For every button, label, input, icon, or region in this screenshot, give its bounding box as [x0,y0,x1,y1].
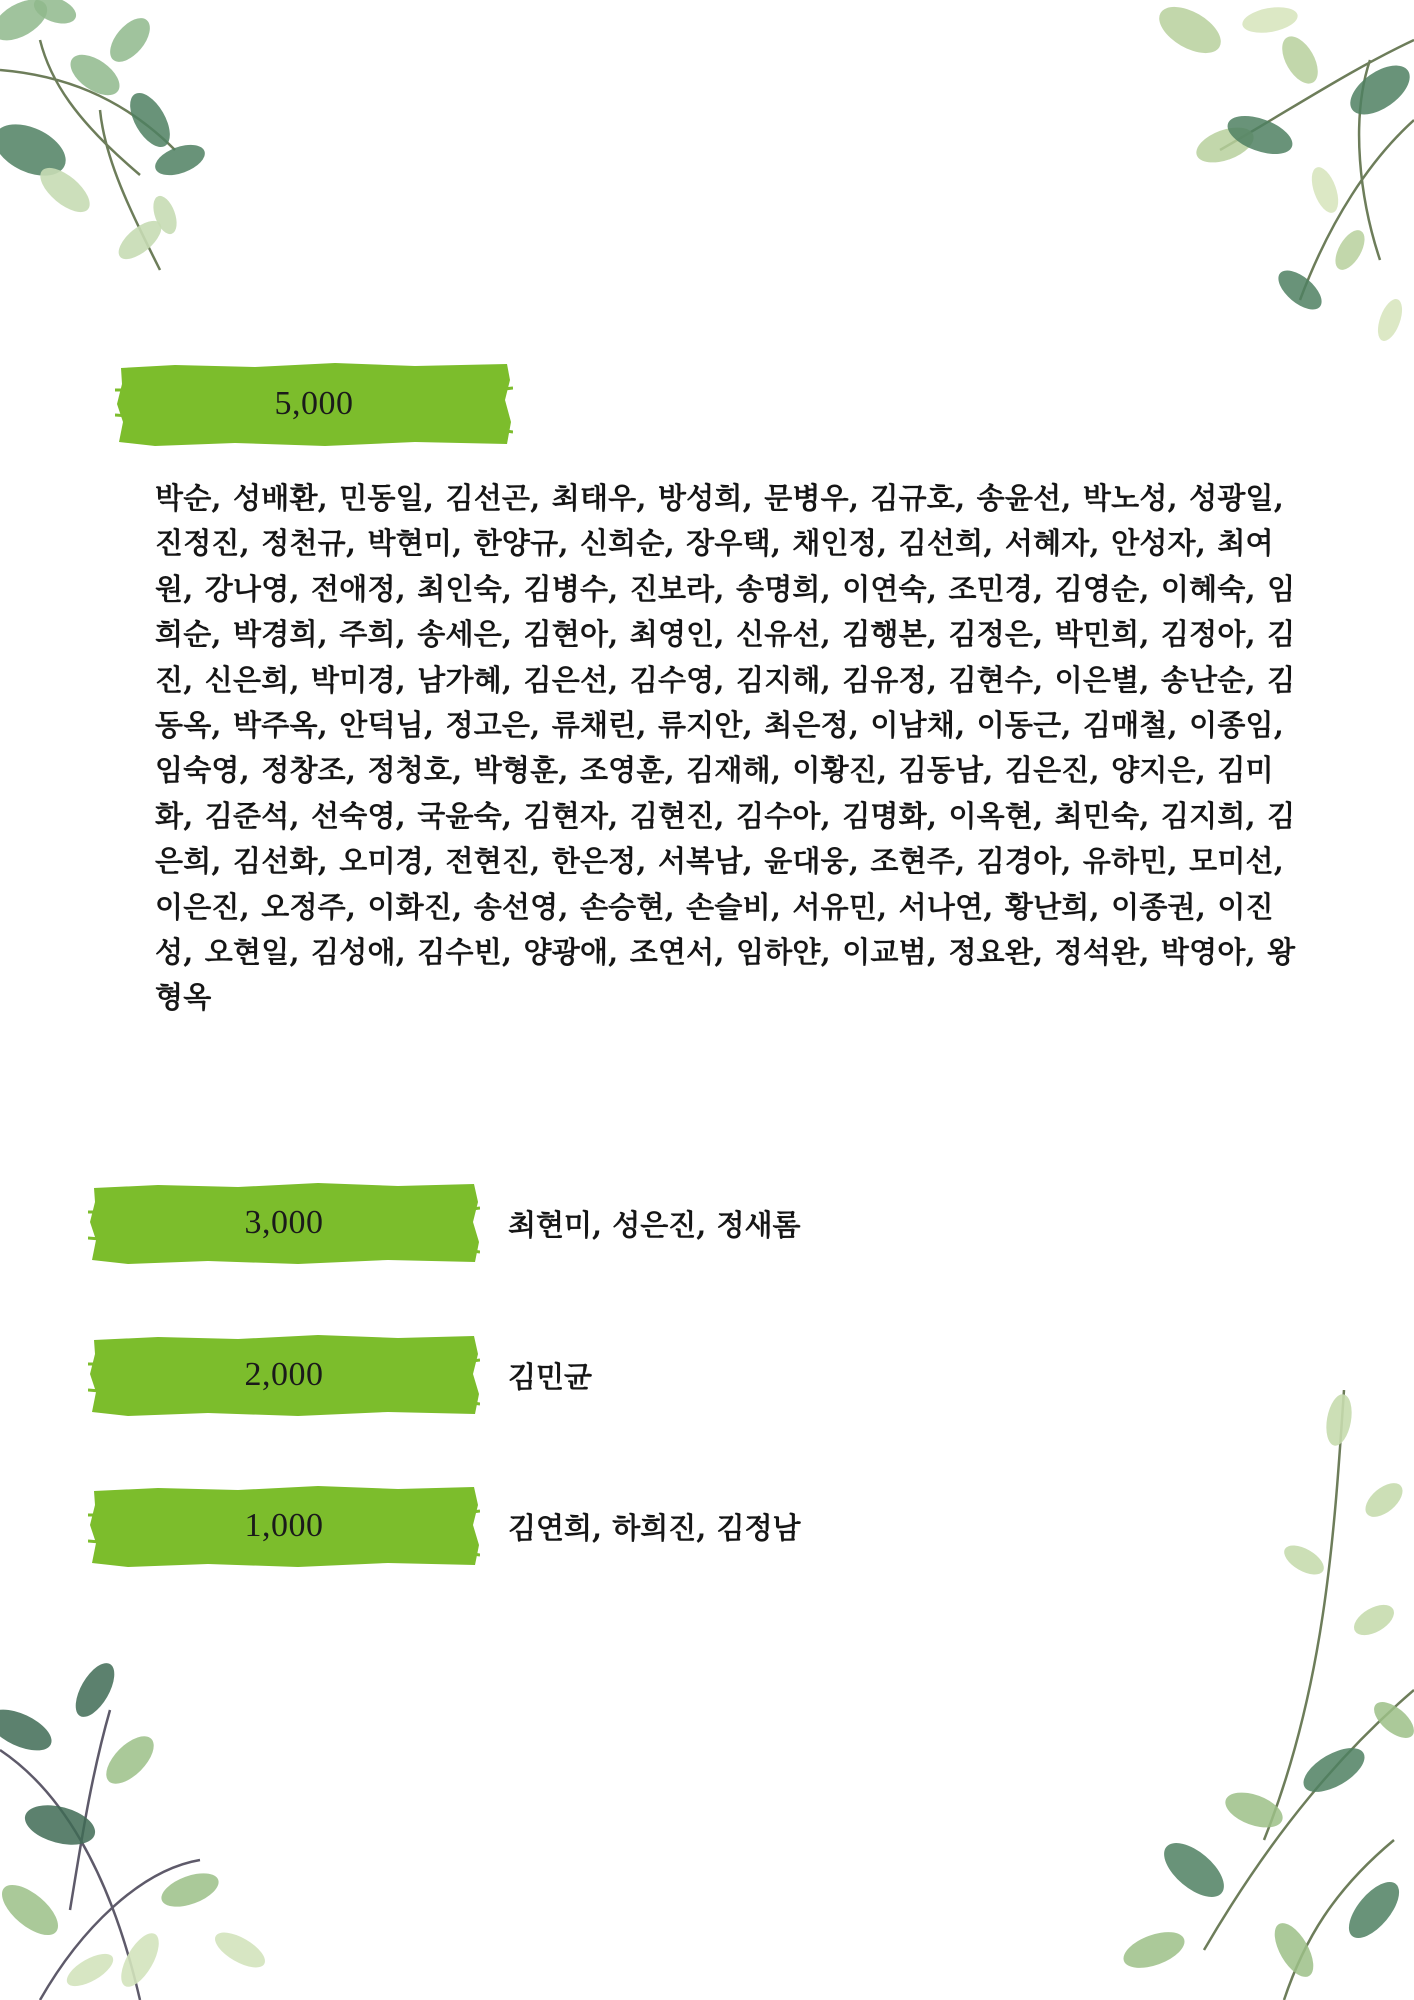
amount-label: 5,000 [274,385,354,422]
donor-names-3000: 최현미, 성은진, 정새롬 [508,1208,801,1242]
leaves-bottom-left-icon [0,1650,300,2000]
amount-badge-5000 [115,360,513,448]
amount-label: 2,000 [244,1356,324,1393]
amount-badge-2000 [88,1332,480,1418]
donor-names-1000: 김연희, 하희진, 김정남 [508,1511,801,1545]
amount-label: 1,000 [244,1507,324,1544]
amount-badge-1000 [88,1483,480,1569]
donor-names-2000: 김민균 [508,1360,593,1394]
amount-label: 3,000 [244,1204,324,1241]
donor-names-5000: 박순, 성배환, 민동일, 김선곤, 최태우, 방성희, 문병우, 김규호, 송윤선, 박노성, 성광일, 진정진, 정천규, 박현미, 한양규, 신희순, 장우택, 채인정, 김선희, 서혜자, 안성자, 최여원, 강나영, 전애정, 최인숙, 김병수, 진보라, 송명희, 이연숙, 조민경, 김영순, 이혜숙, 임희순, 박경희, 주희, 송세은, 김현아, 최영인, 신유선, 김행본, 김정은, 박민희, 김정아, 김진, 신은희, 박미경, 남가혜, 김은선, 김수영, 김지해, 김유정, 김현수, 이은별, 송난순, 김동옥, 박주옥, 안덕님, 정고은, 류채린, 류지안, 최은정, 이남채, 이동근, 김매철, 이종임, 임숙영, 정창조, 정청호, 박형훈, 조영훈, 김재해, 이황진, 김동남, 김은진, 양지은, 김미화, 김준석, 선숙영, 국윤숙, 김현자, 김현진, 김수아, 김명화, 이옥현, 최민숙, 김지희, 김은희, 김선화, 오미경, 전현진, 한은정, 서복남, 윤대웅, 조현주, 김경아, 유하민, 모미선, 이은진, 오정주, 이화진, 송선영, 손승현, 손슬비, 서유민, 서나연, 황난희, 이종권, 이진성, 오현일, 김성애, 김수빈, 양광애, 조연서, 임하얀, 이교범, 정요완, 정석완, 박영아, 왕형옥 [155,481,1296,1015]
leaves-top-left-icon [0,0,230,290]
leaves-top-right-icon [1150,0,1414,360]
amount-badge-3000 [88,1180,480,1266]
leaves-bottom-right-icon [1114,1390,1414,2000]
